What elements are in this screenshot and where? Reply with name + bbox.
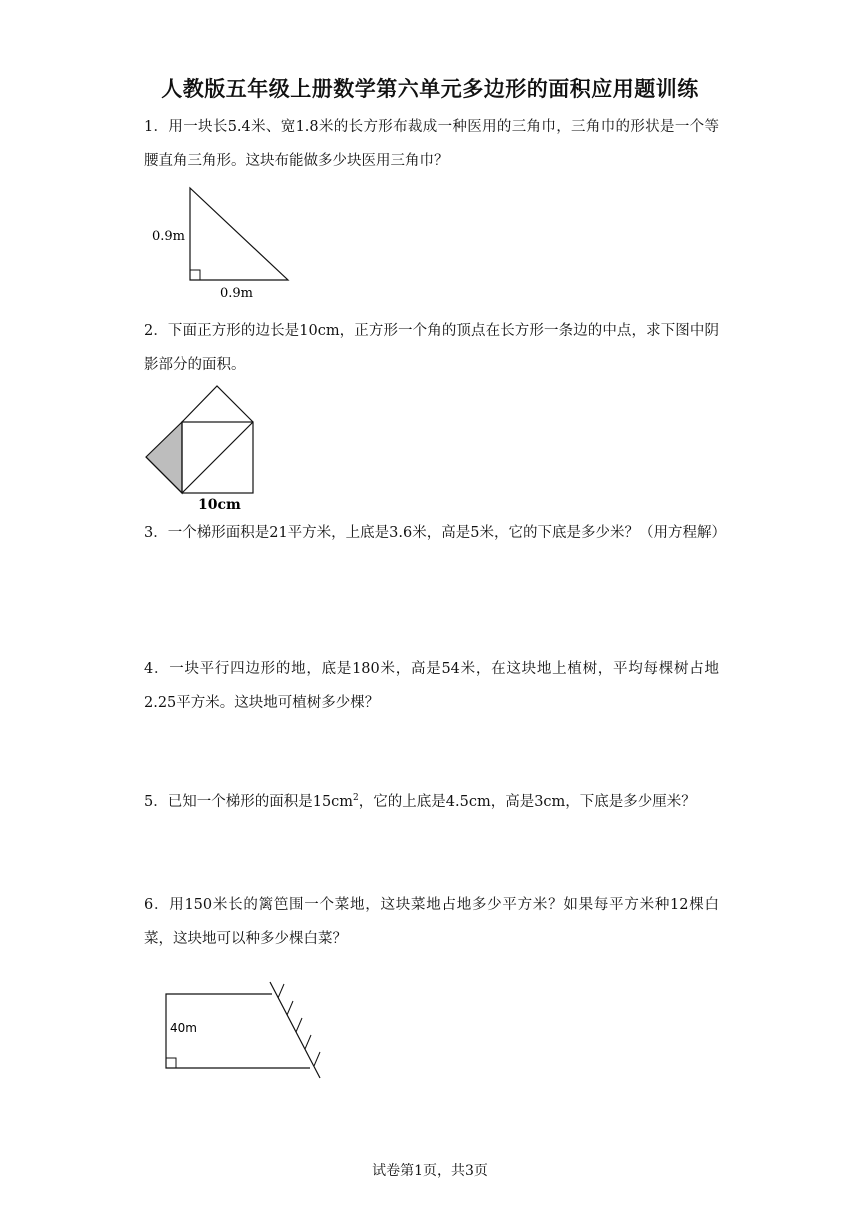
right-angle-marker: [166, 1058, 176, 1068]
page-title: 人教版五年级上册数学第六单元多边形的面积应用题训练: [161, 77, 699, 101]
figure-1-right-triangle: [150, 185, 300, 305]
square-diagonal: [182, 422, 253, 493]
wall-line: [270, 982, 320, 1078]
figure-2-square-shaded: [140, 380, 265, 515]
upper-triangle: [182, 386, 253, 422]
question-5: [144, 785, 719, 819]
figure-2-bottom-label: 10cm: [198, 497, 241, 513]
figure-6-trapezoid-field: [160, 978, 335, 1083]
figure-6-height-label: 40m: [170, 1021, 197, 1035]
question-5-text-after: ，它的上底是4.5cm，高是3cm，下底是多少厘米？: [358, 794, 696, 810]
question-3: 3．一个梯形面积是21平方米，上底是3.6米，高是5米，它的下底是多少米？（用方程解）: [144, 525, 726, 541]
page-footer: 试卷第1页，共3页: [372, 1163, 488, 1179]
wall-hatching: [278, 984, 320, 1066]
shaded-triangle: [146, 422, 182, 493]
right-angle-marker: [190, 270, 200, 280]
question-1: 1．用一块长5.4米、宽1.8米的长方形布裁成一种医用的三角巾，三角巾的形状是一个等腰直角三角形。这块布能做多少块医用三角巾？: [144, 119, 719, 169]
question-5-text-before: 5．已知一个梯形的面积是15cm: [144, 794, 354, 810]
question-5-superscript: 2: [353, 793, 359, 804]
question-4: 4．一块平行四边形的地，底是180米，高是54米，在这块地上植树，平均每棵树占地2.25平方米。这块地可植树多少棵？: [144, 661, 719, 711]
question-6: 6．用150米长的篱笆围一个菜地，这块菜地占地多少平方米？如果每平方米种12棵白菜，这块地可以种多少棵白菜？: [144, 897, 719, 947]
figure-1-bottom-label: 0.9m: [220, 286, 254, 301]
right-triangle: [190, 188, 288, 280]
figure-1-left-label: 0.9m: [152, 229, 186, 244]
question-2: 2．下面正方形的边长是10cm，正方形一个角的顶点在长方形一条边的中点，求下图中阴影部分的面积。: [144, 323, 719, 373]
